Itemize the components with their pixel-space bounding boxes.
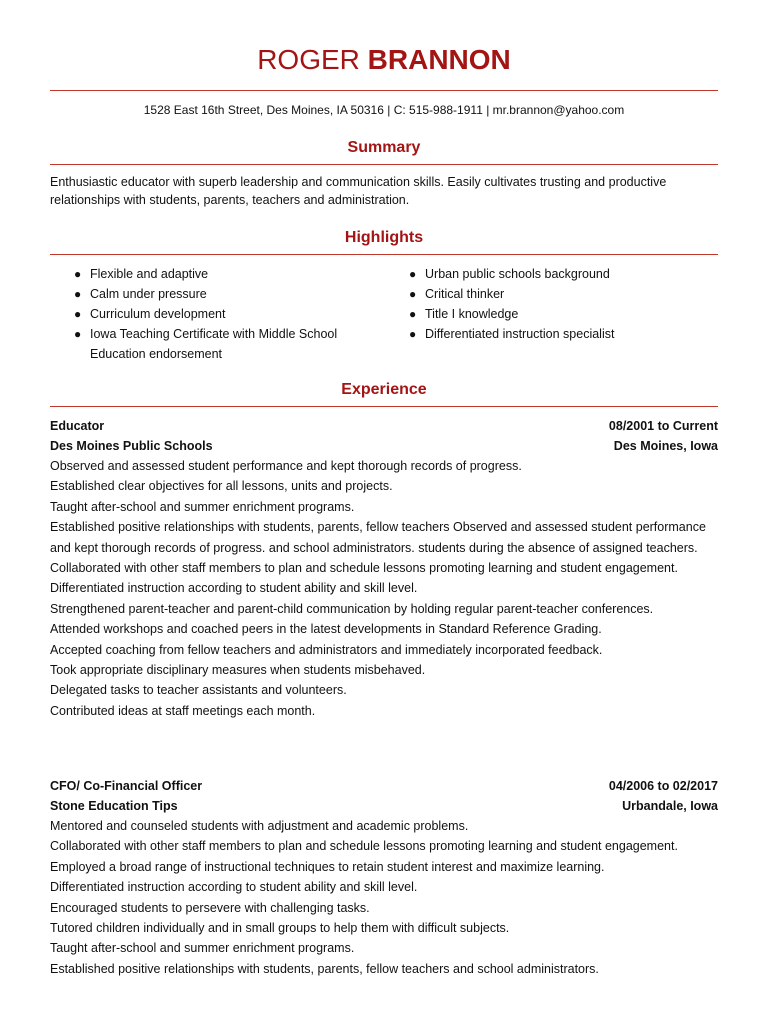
duty-text: Collaborated with other staff members to plan and schedule lessons promoting learning and student engagement.	[50, 839, 678, 854]
candidate-name	[0, 0, 768, 76]
highlight-item	[409, 284, 709, 304]
bullet-icon: ●	[409, 267, 417, 281]
duty-item	[50, 558, 718, 578]
duty-text: Contributed ideas at staff meetings each month.	[50, 703, 316, 718]
highlights-heading: Highlights	[344, 229, 424, 246]
duty-item	[50, 599, 718, 619]
summary-divider	[50, 164, 718, 165]
highlight-text: Iowa Teaching Certificate with Middle School Education endorsement	[90, 327, 338, 361]
summary-text: Enthusiastic educator with superb leadership and communication skills. Easily cultivates trusting and productive relationships with students, parents, teachers and administration.	[50, 175, 667, 207]
bullet-icon: ●	[409, 287, 417, 301]
summary-heading: Summary	[347, 139, 421, 156]
highlight-item	[74, 324, 374, 364]
highlight-text: Title I knowledge	[425, 307, 519, 321]
duty-text: Differentiated instruction according to student ability and skill level.	[50, 880, 418, 895]
bullet-icon: ●	[74, 267, 82, 281]
job-location: Des Moines, Iowa	[613, 439, 718, 453]
duty-text: Established positive relationships with students, parents, fellow teachers Observed and assessed student performance and kept thorough records of progress. and school administrators. students during the absence of assigned teachers.	[50, 520, 706, 555]
duty-item	[50, 836, 718, 856]
job-title-row	[50, 776, 718, 796]
duty-text: Taught after-school and summer enrichment programs.	[50, 499, 355, 514]
duty-item	[50, 578, 718, 598]
bullet-icon: ●	[74, 307, 82, 321]
duty-text: Mentored and counseled students with adjustment and academic problems.	[50, 819, 469, 833]
highlight-item	[409, 304, 709, 324]
job-entry	[50, 776, 718, 979]
duty-text: Strengthened parent-teacher and parent-child communication by holding regular parent-teacher conferences.	[50, 601, 654, 616]
duty-item	[50, 640, 718, 660]
highlights-divider	[50, 254, 718, 255]
duty-text: Employed a broad range of instructional techniques to retain student interest and maximize learning.	[50, 859, 605, 874]
duty-text: Attended workshops and coached peers in the latest developments in Standard Reference Grading.	[50, 622, 602, 637]
contact-info: 1528 East 16th Street, Des Moines, IA 50316 | C: 515-988-1911 | mr.brannon@yahoo.com	[143, 103, 625, 117]
bullet-icon: ●	[74, 287, 82, 301]
job-title-row	[50, 416, 718, 436]
job-company-row	[50, 436, 718, 456]
highlight-item	[74, 264, 374, 284]
last-name: BRANNON	[367, 44, 511, 75]
duty-item	[50, 918, 718, 938]
duty-item	[50, 476, 718, 496]
duty-text: Delegated tasks to teacher assistants and volunteers.	[50, 683, 347, 698]
duty-text: Established clear objectives for all lessons, units and projects.	[50, 479, 393, 494]
experience-heading: Experience	[341, 381, 427, 398]
job-duties-list	[50, 816, 718, 979]
duty-item	[50, 938, 718, 958]
highlight-text: Differentiated instruction specialist	[425, 327, 615, 341]
duty-item	[50, 517, 718, 558]
highlight-text: Curriculum development	[90, 307, 226, 321]
duty-item	[50, 857, 718, 877]
duty-text: Took appropriate disciplinary measures when students misbehaved.	[50, 663, 426, 678]
duty-text: Observed and assessed student performance and kept thorough records of progress.	[50, 459, 522, 473]
duty-text: Tutored children individually and in small groups to help them with difficult subjects.	[50, 921, 510, 936]
duty-item	[50, 701, 718, 721]
job-company: Stone Education Tips	[50, 799, 178, 813]
duty-item	[50, 497, 718, 517]
duty-text: Taught after-school and summer enrichment programs.	[50, 941, 355, 956]
duty-item	[50, 619, 718, 639]
highlight-text: Critical thinker	[425, 287, 505, 301]
duty-item	[50, 898, 718, 918]
highlight-text: Calm under pressure	[90, 287, 207, 301]
job-title: Educator	[50, 419, 105, 433]
job-title: CFO/ Co-Financial Officer	[50, 779, 203, 793]
highlights-right-list	[409, 264, 709, 344]
highlight-item	[409, 324, 709, 344]
duty-text: Collaborated with other staff members to plan and schedule lessons promoting learning and student engagement.	[50, 561, 678, 576]
duty-item	[50, 816, 718, 836]
duty-text: Differentiated instruction according to student ability and skill level.	[50, 581, 418, 596]
duty-item	[50, 877, 718, 897]
highlight-item	[409, 264, 709, 284]
duty-text: Encouraged students to persevere with challenging tasks.	[50, 900, 370, 915]
duty-text: Accepted coaching from fellow teachers and administrators and immediately incorporated feedback.	[50, 642, 603, 657]
bullet-icon: ●	[409, 307, 417, 321]
job-dates: 04/2006 to 02/2017	[608, 779, 718, 793]
job-duties-list	[50, 456, 718, 721]
job-dates: 08/2001 to Current	[608, 419, 718, 433]
highlight-item	[74, 284, 374, 304]
bullet-icon: ●	[409, 327, 417, 341]
first-name: ROGER	[257, 44, 360, 75]
header-divider	[50, 90, 718, 91]
job-company: Des Moines Public Schools	[50, 439, 213, 453]
experience-divider	[50, 406, 718, 407]
highlight-text: Flexible and adaptive	[90, 267, 209, 281]
highlight-text: Urban public schools background	[425, 267, 610, 281]
duty-item	[50, 660, 718, 680]
highlight-item	[74, 304, 374, 324]
highlights-left-list	[74, 264, 374, 364]
duty-item	[50, 456, 718, 476]
duty-item	[50, 959, 718, 979]
job-entry	[50, 416, 718, 721]
duty-text: Established positive relationships with students, parents, fellow teachers and school administrators.	[50, 961, 599, 976]
bullet-icon: ●	[74, 327, 82, 341]
duty-item	[50, 680, 718, 700]
job-company-row	[50, 796, 718, 816]
job-location: Urbandale, Iowa	[622, 799, 718, 813]
